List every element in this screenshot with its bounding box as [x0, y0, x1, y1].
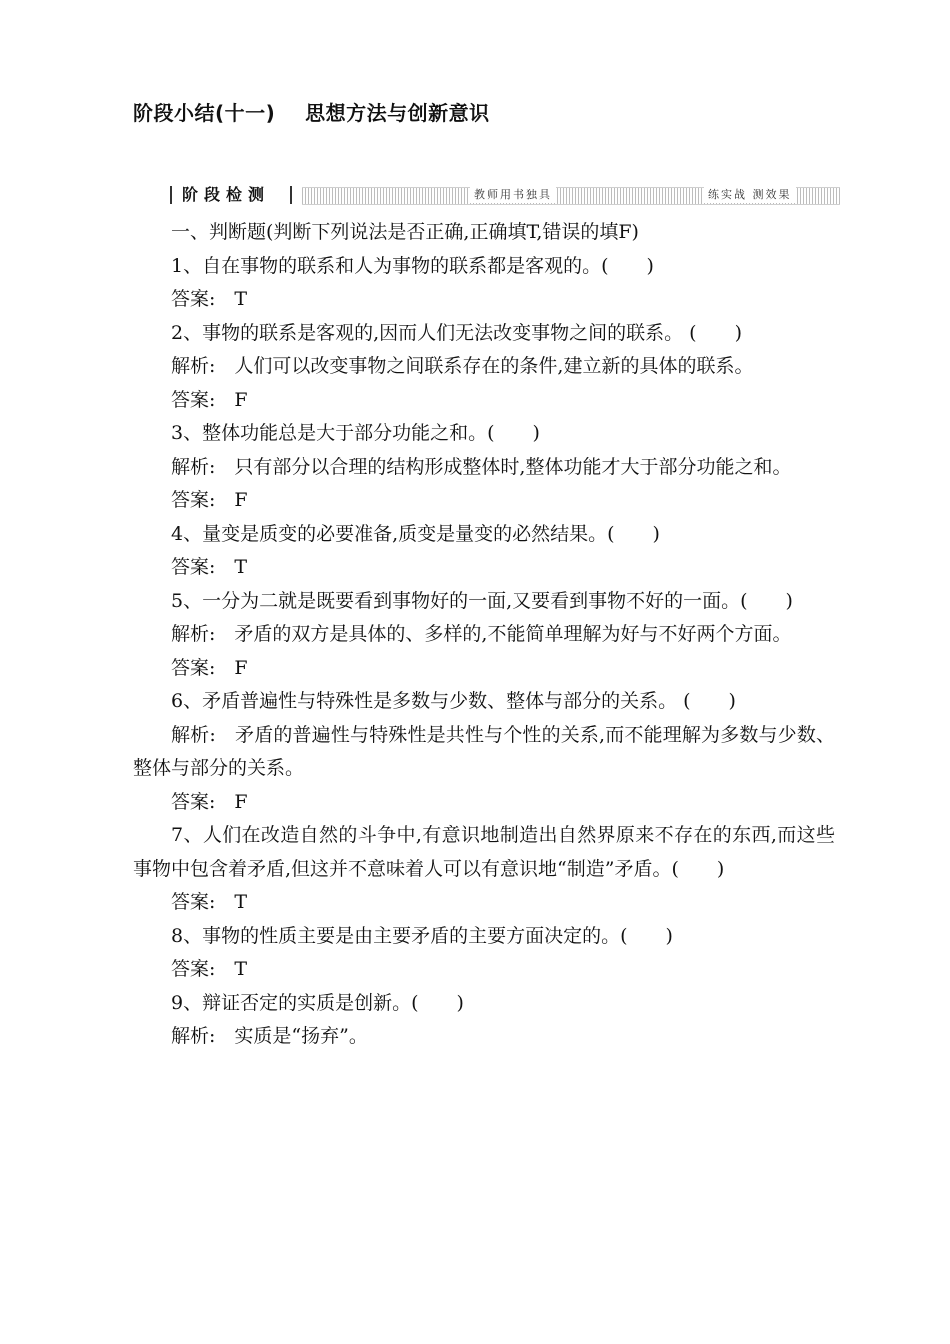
question-list [133, 216, 835, 1054]
answer-7: 答案: T [171, 891, 248, 913]
answer-5: 答案: F [171, 656, 248, 679]
question-1: 1、自在事物的联系和人为事物的联系都是客观的。( ) [171, 254, 654, 277]
question-5: 5、一分为二就是既要看到事物好的一面,又要看到事物不好的一面。( ) [171, 589, 793, 612]
question-4: 4、量变是质变的必要准备,质变是量变的必然结果。( ) [171, 522, 660, 545]
header-divider [290, 186, 292, 204]
analysis-5: 解析: 矛盾的双方是具体的、多样的,不能简单理解为好与不好两个方面。 [171, 623, 792, 645]
question-7: 7、人们在改造自然的斗争中,有意识地制造出自然界原来不存在的东西,而这些事物中包含着矛盾,但这并不意味着人可以有意识地“制造”矛盾。( ) [133, 824, 835, 880]
practice-note: 练实战 测效果 [704, 187, 796, 203]
page-title: 阶段小结(十一) 思想方法与创新意识 [133, 101, 490, 125]
answer-8: 答案: T [171, 958, 248, 980]
question-8: 8、事物的性质主要是由主要矛盾的主要方面决定的。( ) [171, 924, 673, 947]
answer-3: 答案: F [171, 489, 248, 511]
analysis-6: 解析: 矛盾的普遍性与特殊性是共性与个性的关系,而不能理解为多数与少数、整体与部分的关系。 [133, 723, 835, 779]
teacher-edition-note: 教师用书独具 [470, 187, 556, 203]
section-label: 阶段检测 [182, 185, 271, 204]
question-3: 3、整体功能总是大于部分功能之和。( ) [171, 422, 540, 444]
analysis-3: 解析: 只有部分以合理的结构形成整体时,整体功能才大于部分功能之和。 [171, 455, 792, 478]
answer-2: 答案: F [171, 388, 248, 411]
question-6: 6、矛盾普遍性与特殊性是多数与少数、整体与部分的关系。 ( ) [171, 690, 736, 712]
section-header [170, 184, 840, 206]
answer-4: 答案: T [171, 556, 248, 578]
analysis-9: 解析: 实质是“扬弃”。 [171, 1025, 368, 1047]
answer-6: 答案: F [171, 790, 248, 813]
question-2: 2、事物的联系是客观的,因而人们无法改变事物之间的联系。 ( ) [171, 321, 742, 344]
question-9: 9、辩证否定的实质是创新。( ) [171, 991, 464, 1014]
analysis-2: 解析: 人们可以改变事物之间联系存在的条件,建立新的具体的联系。 [171, 355, 754, 377]
header-divider [170, 186, 172, 204]
section-heading: 一、判断题(判断下列说法是否正确,正确填T,错误的填F) [171, 221, 639, 243]
answer-1: 答案: T [171, 288, 248, 310]
